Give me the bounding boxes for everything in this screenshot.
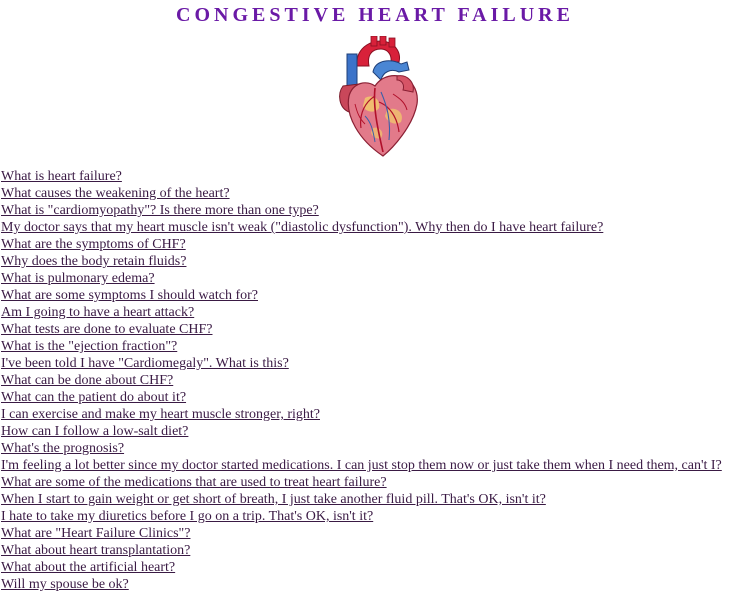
faq-link[interactable]: What are some symptoms I should watch for? (1, 288, 258, 303)
faq-link[interactable]: I've been told I have "Cardiomegaly". What is this? (1, 356, 289, 371)
list-item (1, 508, 749, 525)
page-title: CONGESTIVE HEART FAILURE (176, 4, 574, 26)
faq-link[interactable]: What about heart transplantation? (1, 543, 191, 558)
list-item (1, 406, 749, 423)
list-item (1, 542, 749, 559)
faq-link[interactable]: What is "cardiomyopathy"? Is there more than one type? (1, 203, 319, 218)
list-item (1, 474, 749, 491)
list-item (1, 304, 749, 321)
list-item (1, 321, 749, 338)
faq-link[interactable]: What are the symptoms of CHF? (1, 237, 186, 252)
faq-link[interactable]: Will my spouse be ok? (1, 577, 129, 592)
list-item (1, 236, 749, 253)
heart-anatomy-icon (335, 36, 421, 160)
list-item (1, 440, 749, 457)
faq-link[interactable]: What about the artificial heart? (1, 560, 176, 575)
list-item (1, 423, 749, 440)
faq-link[interactable]: I hate to take my diuretics before I go on a trip. That's OK, isn't it? (1, 509, 374, 524)
faq-link[interactable]: What is pulmonary edema? (1, 271, 155, 286)
faq-link[interactable]: I can exercise and make my heart muscle stronger, right? (1, 407, 320, 422)
faq-link[interactable]: What is heart failure? (1, 169, 122, 184)
list-item (1, 185, 749, 202)
faq-link-list (1, 168, 749, 593)
faq-link[interactable]: Why does the body retain fluids? (1, 254, 187, 269)
list-item (1, 491, 749, 508)
heart-illustration (335, 36, 421, 160)
faq-link[interactable]: Am I going to have a heart attack? (1, 305, 195, 320)
faq-link[interactable]: My doctor says that my heart muscle isn't weak ("diastolic dysfunction"). Why then do I have heart failure? (1, 220, 604, 235)
faq-link[interactable]: I'm feeling a lot better since my doctor started medications. I can just stop them now or just take them when I need them, can't I? (1, 458, 722, 473)
list-item (1, 355, 749, 372)
list-item (1, 559, 749, 576)
faq-link[interactable]: What tests are done to evaluate CHF? (1, 322, 213, 337)
list-item (1, 219, 749, 236)
list-item (1, 525, 749, 542)
list-item (1, 338, 749, 355)
faq-link[interactable]: When I start to gain weight or get short of breath, I just take another fluid pill. That's OK, isn't it? (1, 492, 546, 507)
faq-link[interactable]: What's the prognosis? (1, 441, 125, 456)
list-item (1, 202, 749, 219)
faq-link[interactable]: What are "Heart Failure Clinics"? (1, 526, 191, 541)
list-item (1, 253, 749, 270)
list-item (1, 287, 749, 304)
faq-link[interactable]: What can be done about CHF? (1, 373, 174, 388)
faq-link[interactable]: What are some of the medications that are used to treat heart failure? (1, 475, 387, 490)
list-item (1, 389, 749, 406)
faq-link[interactable]: What is the "ejection fraction"? (1, 339, 178, 354)
list-item (1, 270, 749, 287)
faq-link[interactable]: What can the patient do about it? (1, 390, 187, 405)
list-item (1, 372, 749, 389)
faq-link[interactable]: How can I follow a low-salt diet? (1, 424, 189, 439)
faq-link[interactable]: What causes the weakening of the heart? (1, 186, 230, 201)
list-item (1, 576, 749, 593)
list-item (1, 168, 749, 185)
list-item (1, 457, 749, 474)
